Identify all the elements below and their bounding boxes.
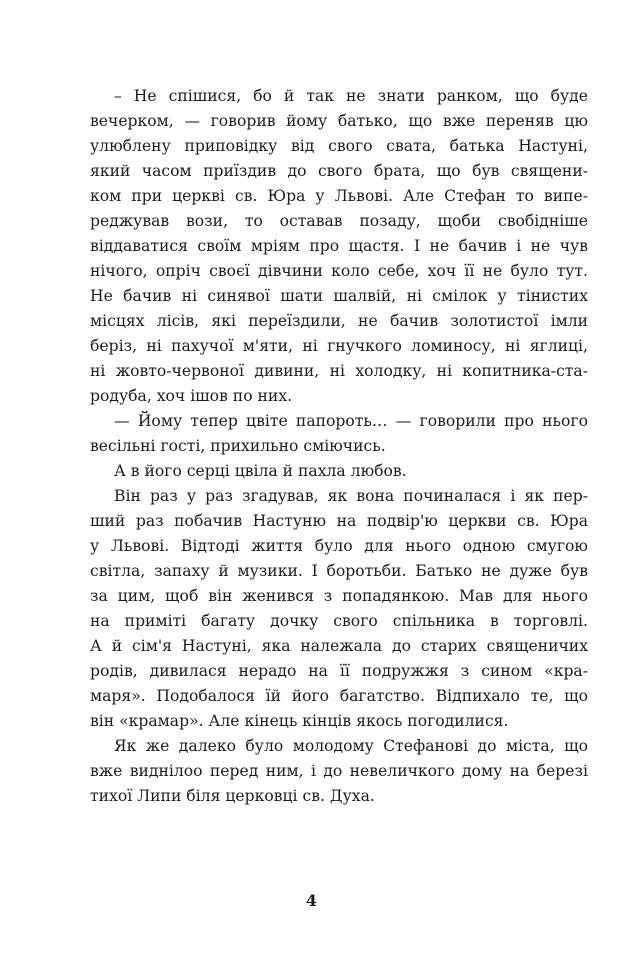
page-number: 4: [305, 891, 318, 910]
text-line: улюблену приповідку від свого свата, батька Настуні,: [90, 137, 588, 155]
text-line: – Не спішися, бо й так не знати ранком, що буде: [114, 87, 588, 105]
text-line: маря». Подобалося їй його багатство. Відпихало те, що: [90, 687, 588, 705]
text-line: ком при церкві св. Юра у Львові. Але Стефан то випе-: [90, 187, 588, 205]
text-line: Він раз у раз згадував, як вона починалася і як пер-: [114, 487, 588, 505]
text-line: — Йому тепер цвіте папороть… — говорили про нього: [114, 412, 588, 430]
text-line: на приміті багату дочку свого спільника в торговлі.: [90, 612, 588, 630]
text-line: який часом приїздив до свого брата, що був священи-: [90, 162, 588, 180]
text-line: віддаватися своїм мріям про щастя. І не бачив і не чув: [90, 237, 588, 255]
text-line: реджував вози, то оставав позаду, щоби свобідніше: [90, 212, 588, 230]
body-text: [90, 84, 588, 809]
text-line: вечерком, — говорив йому батько, що вже переняв цю: [90, 112, 588, 130]
text-line: А й сім'я Настуні, яка належала до старих священичих: [90, 637, 588, 655]
text-line: місцях лісів, які переїздили, не бачив золотистої імли: [90, 312, 588, 330]
text-line: весільні гості, прихильно сміючись.: [90, 437, 386, 455]
text-line: Як же далеко було молодому Стефанові до міста, що: [114, 737, 588, 755]
text-line: ні жовто-червоної дивини, ні холодку, ні копитника-ста-: [90, 362, 588, 380]
text-line: світла, запаху й музики. І боротьби. Батько не дуже був: [90, 562, 588, 580]
text-line: родуба, хоч ішов по них.: [90, 387, 293, 405]
text-line: Не бачив ні синявої шати шалвій, ні смілок у тінистих: [90, 287, 588, 305]
text-line: А в його серці цвіла й пахла любов.: [114, 462, 407, 480]
text-line: родів, дивилася нерадо на її подружжя з сином «кра-: [90, 662, 588, 680]
text-line: за цим, щоб він женився з попадянкою. Мав для нього: [90, 587, 588, 605]
text-line: ший раз побачив Настуню на подвір'ю церкви св. Юра: [90, 512, 588, 530]
text-line: він «крамар». Але кінець кінців якось погодилися.: [90, 712, 509, 730]
text-line: вже виднілоo перед ним, і до невеличкого дому на березі: [90, 762, 588, 780]
text-line: беріз, ні пахучої м'яти, ні гнучкого ломиносу, ні яглиці,: [90, 337, 588, 355]
text-line: нічого, опріч своєї дівчини коло себе, хоч її не було тут.: [90, 262, 588, 280]
text-line: тихої Липи біля церковці св. Духа.: [90, 787, 375, 805]
text-line: у Львові. Відтоді життя було для нього одною смугою: [90, 537, 588, 555]
